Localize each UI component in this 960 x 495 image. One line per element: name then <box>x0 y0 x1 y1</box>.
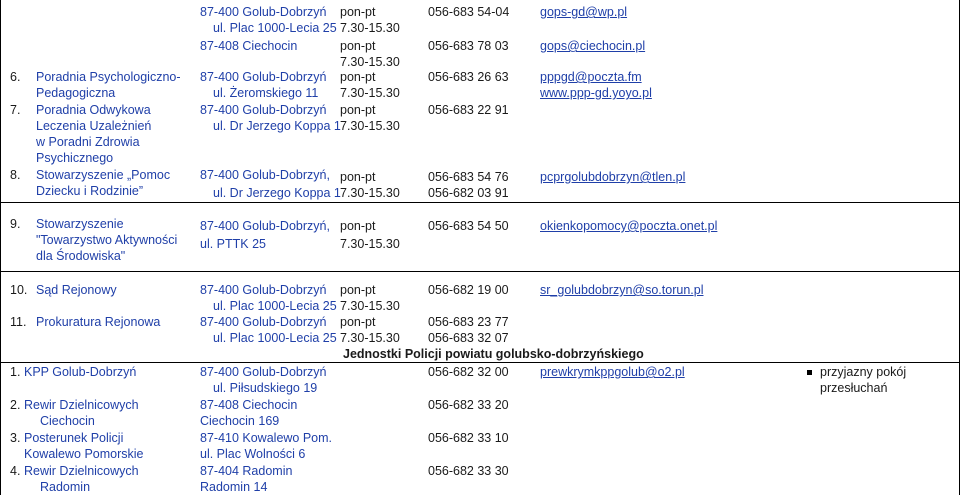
hours-days: pon-pt <box>340 70 376 84</box>
hours-time: 7.30-15.30 <box>340 86 400 100</box>
hours-time: 7.30-15.30 <box>340 299 400 313</box>
hours-days: pon-pt <box>340 315 376 329</box>
row-number: 11. <box>10 315 27 329</box>
address-line: 87-400 Golub-Dobrzyń <box>200 315 327 329</box>
institution-name: Poradnia Psychologiczno- <box>36 70 181 84</box>
address-line: 87-400 Golub-Dobrzyń <box>200 283 327 297</box>
institution-name: KPP Golub-Dobrzyń <box>24 365 137 379</box>
email-link[interactable]: gops-gd@wp.pl <box>540 5 628 19</box>
hours-time: 7.30-15.30 <box>340 186 400 200</box>
address-line: ul. Żeromskiego 11 <box>213 86 319 100</box>
address-line: Ciechocin 169 <box>200 414 280 428</box>
hours-time: 7.30-15.30 <box>340 119 400 133</box>
institution-name: Ciechocin <box>40 414 95 428</box>
phone: 056-683 23 77 <box>428 315 509 329</box>
address-line: ul. Plac 1000-Lecia 25 <box>213 21 337 35</box>
row-divider <box>0 202 960 203</box>
address-line: 87-410 Kowalewo Pom. <box>200 431 333 445</box>
phone: 056-683 54 50 <box>428 219 509 233</box>
row-number: 3. <box>10 431 21 445</box>
hours-days: pon-pt <box>340 103 376 117</box>
phone: 056-682 03 91 <box>428 186 509 200</box>
phone: 056-682 32 00 <box>428 365 509 379</box>
column-divider <box>0 0 1 495</box>
address-line: ul. PTTK 25 <box>200 237 266 251</box>
section-heading: Jednostki Policji powiatu golubsko-dobrzyńskiego <box>343 347 644 361</box>
phone: 056-683 54-04 <box>428 5 510 19</box>
address-line: ul. Plac 1000-Lecia 25 <box>213 299 337 313</box>
phone: 056-682 33 20 <box>428 398 509 412</box>
phone: 056-683 54 76 <box>428 170 509 184</box>
institution-name: Stowarzyszenie <box>36 217 124 231</box>
phone: 056-682 19 00 <box>428 283 509 297</box>
row-number: 9. <box>10 217 21 231</box>
institution-name: Stowarzyszenie „Pomoc <box>36 168 171 182</box>
row-number: 7. <box>10 103 21 117</box>
institution-name: Rewir Dzielnicowych <box>24 464 139 478</box>
institution-name: Prokuratura Rejonowa <box>36 315 161 329</box>
institution-name: Sąd Rejonowy <box>36 283 117 297</box>
institution-name: Radomin <box>40 480 91 494</box>
row-number: 4. <box>10 464 21 478</box>
hours-time: 7.30-15.30 <box>340 331 400 345</box>
bullet-icon <box>807 370 812 375</box>
website-link[interactable]: www.ppp-gd.yoyo.pl <box>540 86 652 100</box>
email-link[interactable]: okienkopomocy@poczta.onet.pl <box>540 219 718 233</box>
phone: 056-683 26 63 <box>428 70 509 84</box>
address-line: ul. Plac Wolności 6 <box>200 447 306 461</box>
hours-days: pon-pt <box>340 39 376 53</box>
email-link[interactable]: gops@ciechocin.pl <box>540 39 646 53</box>
note-text: przesłuchań <box>820 381 888 395</box>
address-line: ul. Plac 1000-Lecia 25 <box>213 331 337 345</box>
row-number: 6. <box>10 70 21 84</box>
address-line: 87-400 Golub-Dobrzyń <box>200 70 327 84</box>
institution-name: Kowalewo Pomorskie <box>24 447 144 461</box>
institution-name: Leczenia Uzależnień <box>36 119 152 133</box>
institution-name: Poradnia Odwykowa <box>36 103 151 117</box>
address-line: ul. Dr Jerzego Koppa 1 <box>213 119 341 133</box>
address-line: ul. Dr Jerzego Koppa 1 <box>213 186 341 200</box>
address-line: 87-400 Golub-Dobrzyń <box>200 5 327 19</box>
phone: 056-683 78 03 <box>428 39 509 53</box>
address-line: 87-400 Golub-Dobrzyń <box>200 365 327 379</box>
hours-days: pon-pt <box>340 5 376 19</box>
hours-time: 7.30-15.30 <box>340 55 400 69</box>
hours-days: pon-pt <box>340 170 376 184</box>
row-number: 8. <box>10 168 21 182</box>
address-line: ul. Piłsudskiego 19 <box>213 381 318 395</box>
address-line: Radomin 14 <box>200 480 268 494</box>
phone: 056-683 32 07 <box>428 331 509 345</box>
email-link[interactable]: pppgd@poczta.fm <box>540 70 642 84</box>
row-number: 2. <box>10 398 21 412</box>
address-line: 87-400 Golub-Dobrzyń, <box>200 168 330 182</box>
institution-name: Psychicznego <box>36 151 114 165</box>
institution-name: Pedagogiczna <box>36 86 116 100</box>
institution-name: Posterunek Policji <box>24 431 124 445</box>
institution-name: dla Środowiska" <box>36 249 126 263</box>
note-text: przyjazny pokój <box>820 365 907 379</box>
institution-name: "Towarzystwo Aktywności <box>36 233 178 247</box>
institution-name: Dziecku i Rodzinie” <box>36 184 143 198</box>
hours-time: 7.30-15.30 <box>340 237 400 251</box>
email-link[interactable]: prewkrymkppgolub@o2.pl <box>540 365 685 379</box>
institution-name: Rewir Dzielnicowych <box>24 398 139 412</box>
institution-name: w Poradni Zdrowia <box>36 135 140 149</box>
email-link[interactable]: pcprgolubdobrzyn@tlen.pl <box>540 170 686 184</box>
hours-days: pon-pt <box>340 219 376 233</box>
phone: 056-682 33 30 <box>428 464 509 478</box>
row-number: 10. <box>10 283 28 297</box>
phone: 056-682 33 10 <box>428 431 509 445</box>
row-number: 1. <box>10 365 21 379</box>
address-line: 87-400 Golub-Dobrzyń <box>200 103 327 117</box>
row-divider <box>0 271 960 272</box>
email-link[interactable]: sr_golubdobrzyn@so.torun.pl <box>540 283 704 297</box>
address-line: 87-408 Ciechocin <box>200 39 298 53</box>
hours-time: 7.30-15.30 <box>340 21 400 35</box>
row-divider <box>0 362 960 363</box>
address-line: 87-400 Golub-Dobrzyń, <box>200 219 330 233</box>
hours-days: pon-pt <box>340 283 376 297</box>
phone: 056-683 22 91 <box>428 103 509 117</box>
address-line: 87-408 Ciechocin <box>200 398 298 412</box>
address-line: 87-404 Radomin <box>200 464 293 478</box>
